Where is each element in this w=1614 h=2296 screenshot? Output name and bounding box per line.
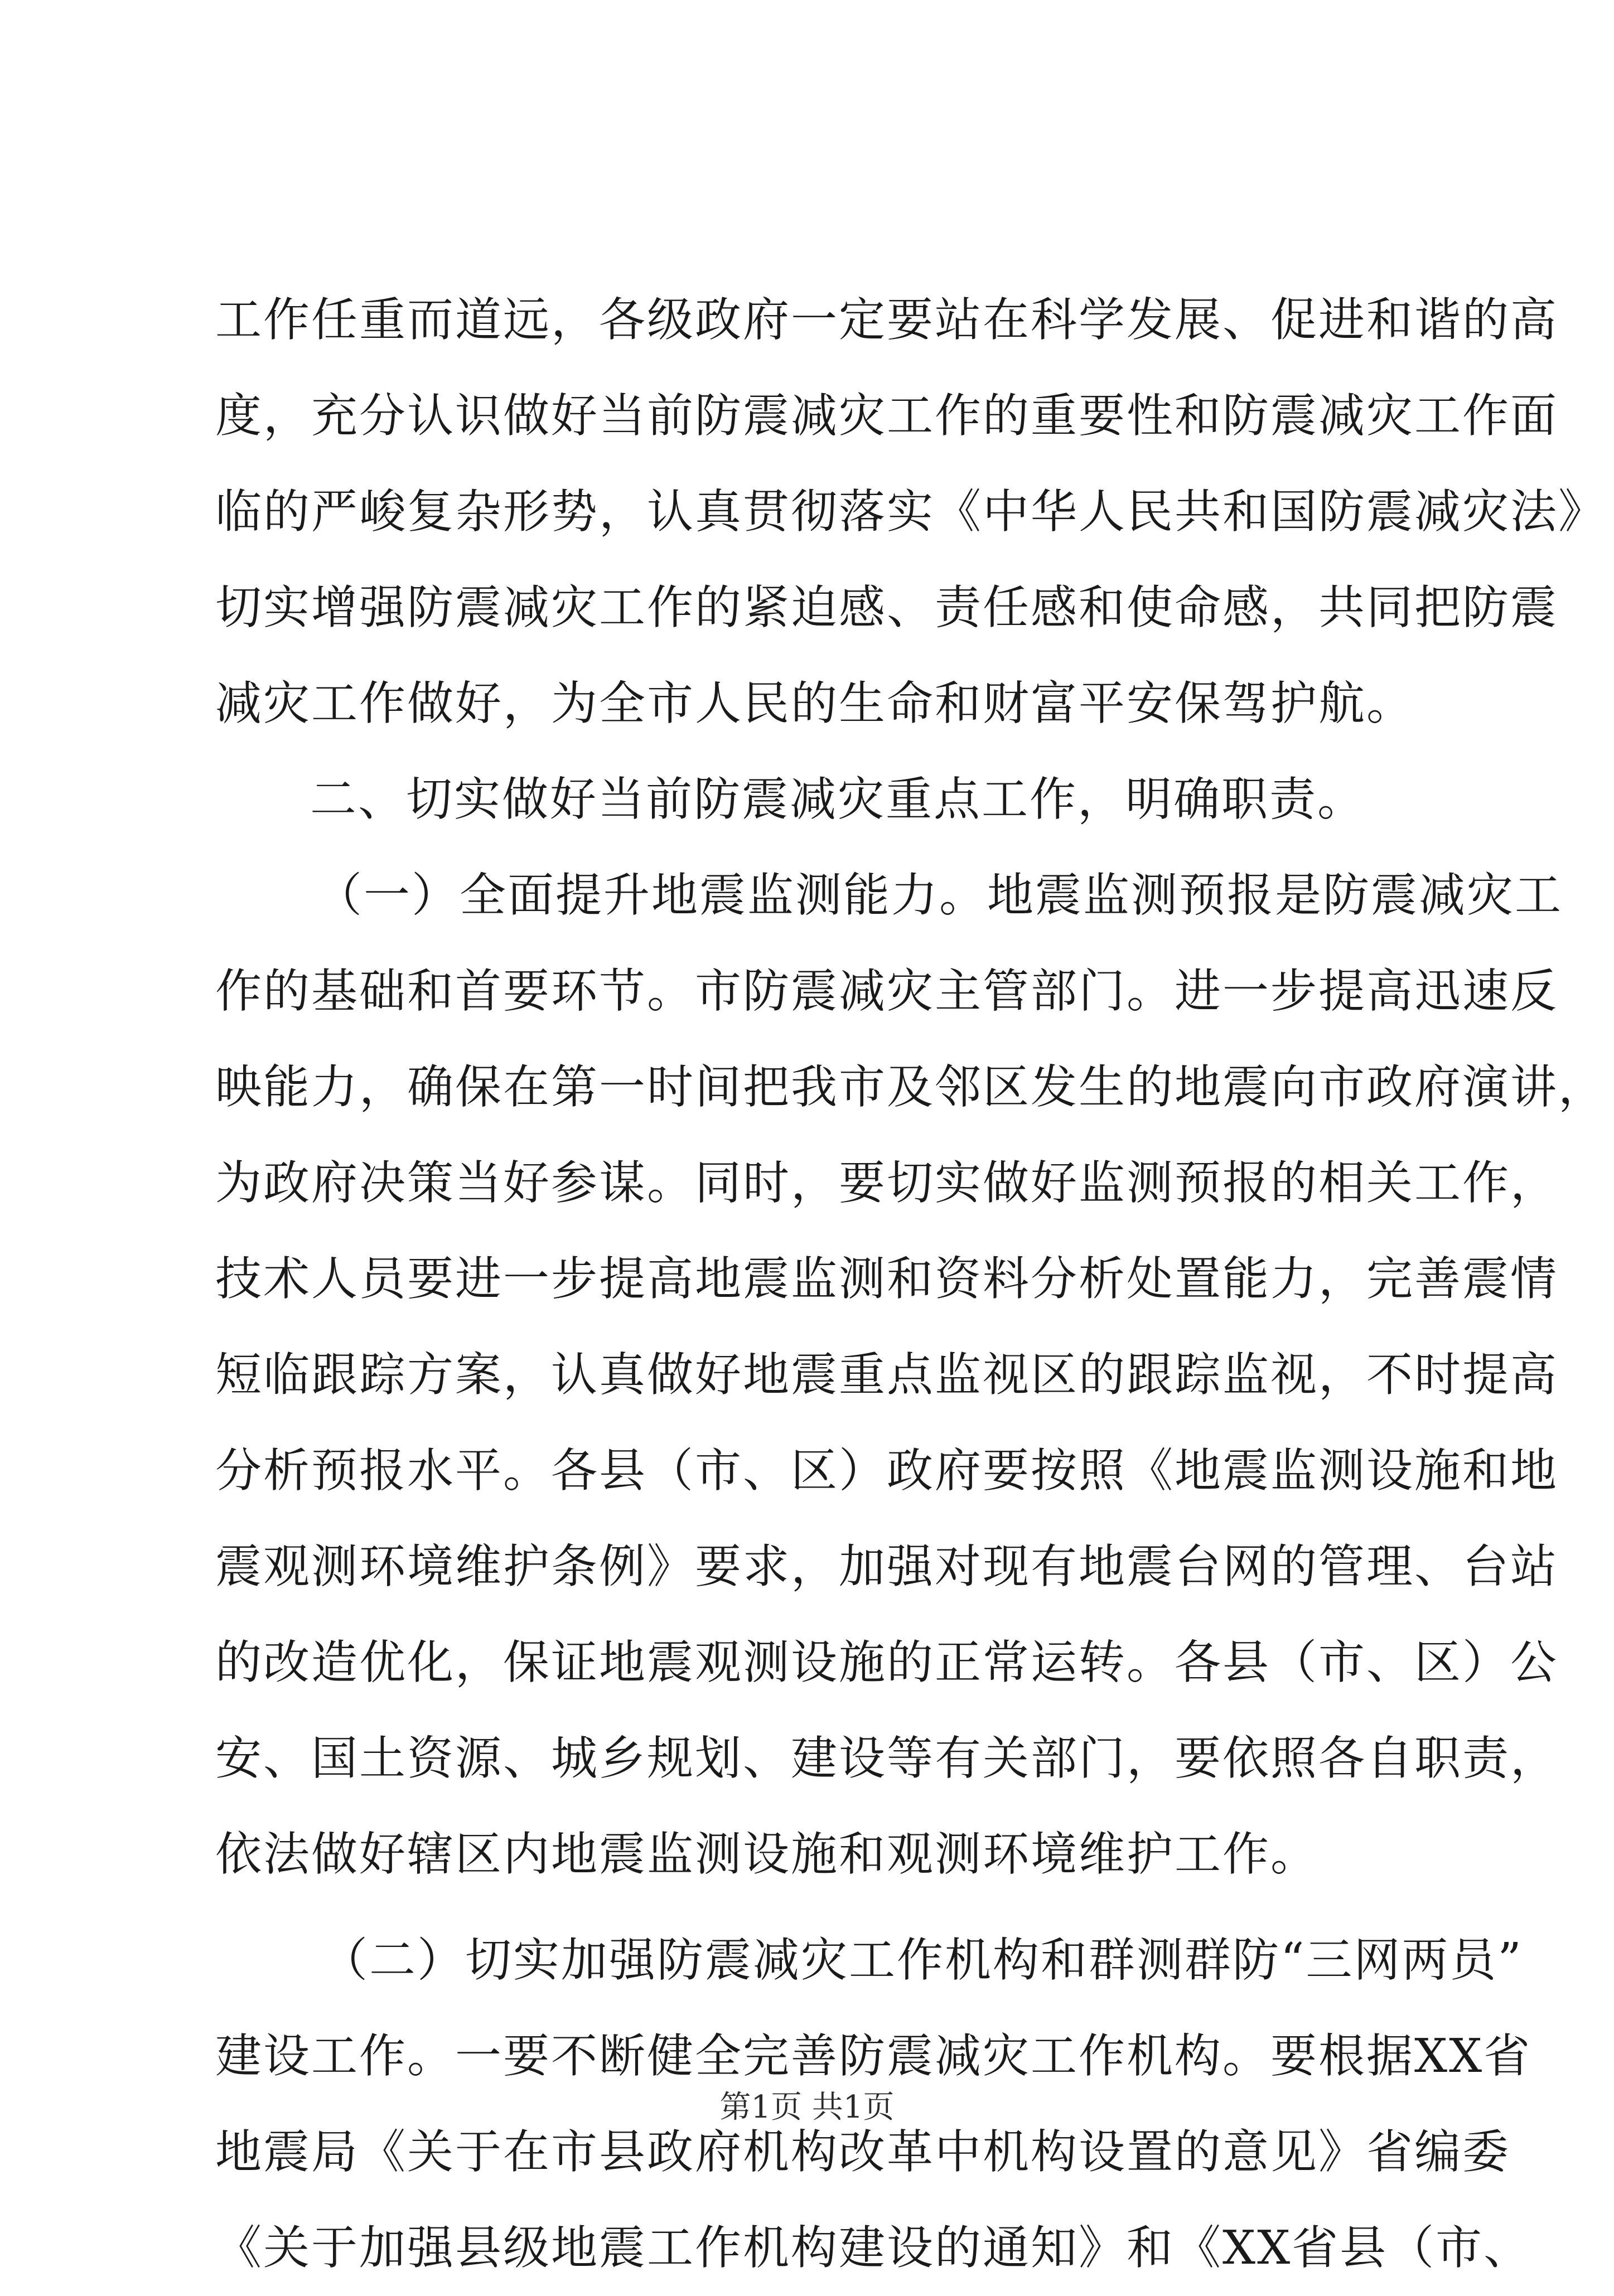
- text-line: 短临跟踪方案，认真做好地震重点监视区的跟踪监视，不时提高: [215, 1348, 1558, 1402]
- text-line: 度，充分认识做好当前防震减灾工作的重要性和防震减灾工作面: [215, 389, 1558, 443]
- text-line: 映能力，确保在第一时间把我市及邻区发生的地震向市政府演讲，: [215, 1060, 1606, 1114]
- text-line: 的改造优化，保证地震观测设施的正常运转。各县（市、区）公: [215, 1635, 1558, 1689]
- text-line: 依法做好辖区内地震监测设施和观测环境维护工作。: [215, 1827, 1318, 1881]
- text-line: 作的基础和首要环节。市防震减灾主管部门。进一步提高迅速反: [215, 964, 1558, 1018]
- text-line: 减灾工作做好，为全市人民的生命和财富平安保驾护航。: [215, 676, 1414, 730]
- text-line: 工作任重而道远，各级政府一定要站在科学发展、促进和谐的高: [215, 293, 1558, 347]
- text-line: 切实增强防震减灾工作的紧迫感、责任感和使命感，共同把防震: [215, 580, 1558, 634]
- text-line: 建设工作。一要不断健全完善防震减灾工作机构。要根据XX省: [215, 2029, 1532, 2083]
- text-line: 安、国土资源、城乡规划、建设等有关部门，要依照各自职责，: [215, 1731, 1558, 1785]
- document-body: [215, 272, 1606, 2296]
- page-number-footer: 第1页 共1页: [719, 2089, 895, 2125]
- text-line: 《关于加强县级地震工作机构建设的通知》和《XX省县（市、: [215, 2221, 1532, 2275]
- text-line: 分析预报水平。各县（市、区）政府要按照《地震监测设施和地: [215, 1444, 1558, 1498]
- text-line: 为政府决策当好参谋。同时，要切实做好监测预报的相关工作，: [215, 1156, 1558, 1210]
- paragraph-start-line: （二）切实加强防震减灾工作机构和群测群防“三网两员”: [321, 1933, 1523, 1987]
- text-line: 技术人员要进一步提高地震监测和资料分析处置能力，完善震情: [215, 1252, 1558, 1306]
- section-heading: 二、切实做好当前防震减灾重点工作，明确职责。: [310, 772, 1365, 826]
- text-line: 震观测环境维护条例》要求，加强对现有地震台网的管理、台站: [215, 1539, 1558, 1593]
- text-line: 临的严峻复杂形势，认真贯彻落实《中华人民共和国防震减灾法》: [215, 485, 1606, 539]
- text-line: 地震局《关于在市县政府机构改革中机构设置的意见》省编委: [215, 2125, 1510, 2179]
- paragraph-start-line: （一）全面提升地震监测能力。地震监测预报是防震减灾工: [316, 868, 1563, 922]
